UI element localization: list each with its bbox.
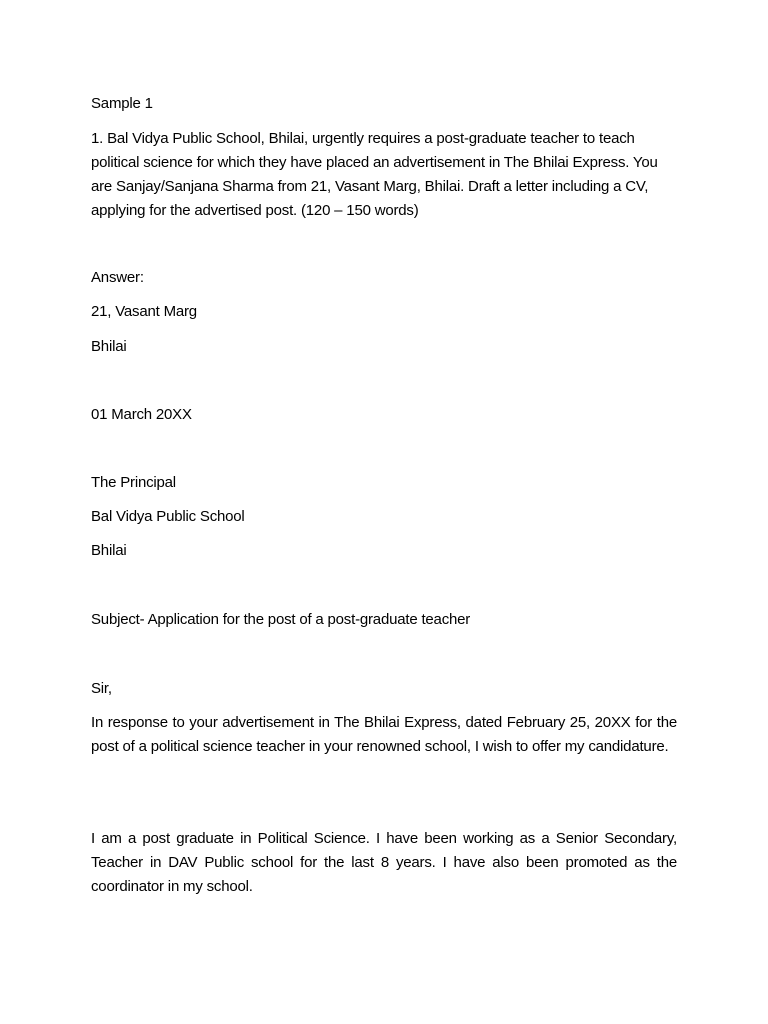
recipient-line-2: Bal Vidya Public School bbox=[91, 508, 245, 525]
sender-address-line-1: 21, Vasant Marg bbox=[91, 303, 197, 320]
sender-address-line-2: Bhilai bbox=[91, 338, 127, 355]
body-paragraph-2: I am a post graduate in Political Science. I have been working as a Senior Secondary, Teacher in DAV Public school for the last 8 years. I have also been promoted as the coordinator in my school. bbox=[91, 830, 677, 895]
body-paragraph-1: In response to your advertisement in The Bhilai Express, dated February 25, 20XX for the post of a political science teacher in your renowned school, I wish to offer my candidature. bbox=[91, 714, 677, 755]
recipient-line-1: The Principal bbox=[91, 474, 176, 491]
sample-heading: Sample 1 bbox=[91, 95, 153, 112]
question-paragraph: 1. Bal Vidya Public School, Bhilai, urgently requires a post-graduate teacher to teach political science for which they have placed an advertisement in The Bhilai Express. You are Sanjay/Sanjana Sharma from 21, Vasant Marg, Bhilai. Draft a letter including a CV, applying for the advertised post. (120 – 150 words) bbox=[91, 130, 658, 219]
answer-label: Answer: bbox=[91, 269, 144, 286]
letter-subject: Subject- Application for the post of a post-graduate teacher bbox=[91, 611, 471, 628]
letter-salutation: Sir, bbox=[91, 680, 112, 697]
letter-date: 01 March 20XX bbox=[91, 406, 192, 423]
recipient-line-3: Bhilai bbox=[91, 542, 127, 559]
